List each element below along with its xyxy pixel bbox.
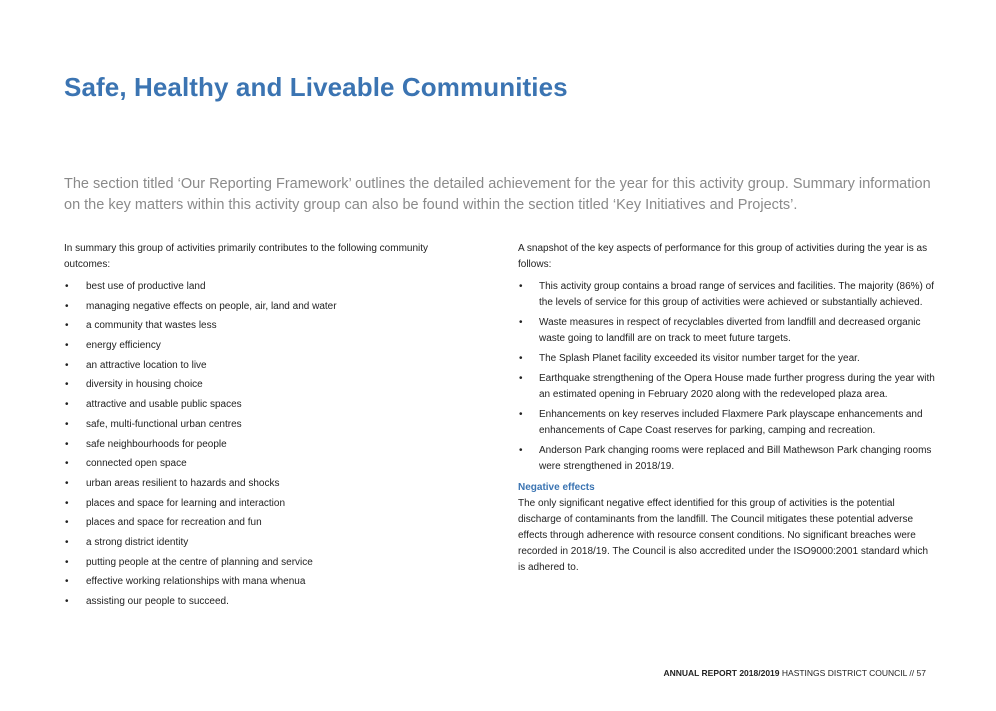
bullet-icon: • [519,373,523,384]
list-item-text: a community that wastes less [86,320,217,332]
bullet-icon: • [65,300,69,312]
list-item-text: managing negative effects on people, air, land and water [86,300,337,312]
performance-item [518,407,936,439]
list-item-text: assisting our people to succeed. [86,596,229,607]
bullet-icon: • [65,438,69,450]
bullet-icon: • [65,281,69,292]
list-item-text: The Splash Planet facility exceeded its visitor number target for the year. [539,353,860,364]
bullet-icon: • [519,353,523,364]
outcome-item [64,279,474,295]
list-item-text: an attractive location to live [86,359,207,371]
list-item-text: safe, multi-functional urban centres [86,418,242,430]
list-item-text: a strong district identity [86,536,189,548]
list-item-text: places and space for learning and interaction [86,497,286,509]
right-column [518,241,936,582]
list-item-text: This activity group contains a broad range of services and facilities. The majority (86%) of the levels of service for this group of activities were achieved or substantially achieved. [539,281,934,308]
footer-separator: // [909,668,915,678]
list-item-text: safe neighbourhoods for people [86,438,227,450]
negative-effects-heading: Negative effects [518,482,595,493]
outcome-item [64,456,474,472]
outcome-item [64,496,474,512]
bullet-icon: • [65,536,69,548]
community-outcomes-list [64,279,474,610]
bullet-icon: • [65,340,69,352]
list-item-text: attractive and usable public spaces [86,399,242,411]
outcome-item [64,594,474,610]
list-item-text: Earthquake strengthening of the Opera House made further progress during the year with an estimated opening in February 2020 along with the redeveloped plaza area. [539,373,935,400]
list-item-text: putting people at the centre of planning and service [86,556,313,568]
list-item-text: effective working relationships with mana whenua [86,576,306,588]
bullet-icon: • [65,320,69,332]
bullet-icon: • [65,399,69,411]
outcome-item [64,417,474,433]
list-item-text: diversity in housing choice [86,379,203,391]
list-item-text: Enhancements on key reserves included Flaxmere Park playscape enhancements and enhancements of Cape Coast reserves for parking, camping and recreation. [539,409,923,436]
outcome-item [64,574,474,590]
footer-page-number: 57 [916,668,926,678]
left-lead: In summary this group of activities primarily contributes to the following community outcomes: [64,243,429,270]
outcome-item [64,338,474,354]
outcome-item [64,476,474,492]
bullet-icon: • [65,517,69,529]
list-item-text: Anderson Park changing rooms were replaced and Bill Mathewson Park changing rooms were strengthened in 2018/19. [539,445,932,472]
bullet-icon: • [519,445,523,456]
right-lead: A snapshot of the key aspects of performance for this group of activities during the year is as follows: [518,243,928,270]
performance-item [518,351,936,367]
outcome-item [64,358,474,374]
outcome-item [64,515,474,531]
footer-council: HASTINGS DISTRICT COUNCIL [781,668,908,678]
left-column [64,241,474,614]
bullet-icon: • [65,556,69,568]
performance-item [518,315,936,347]
bullet-icon: • [519,317,523,328]
performance-item [518,279,936,311]
page-title: Safe, Healthy and Liveable Communities [64,72,568,102]
performance-list [518,279,936,475]
bullet-icon: • [65,359,69,371]
footer-report-title: ANNUAL REPORT 2018/2019 [663,668,780,678]
bullet-icon: • [65,458,69,470]
page-footer [663,668,926,678]
bullet-icon: • [519,281,523,292]
negative-effects-text: The only significant negative effect identified for this group of activities is the potential discharge of contaminants from the landfill. The Council mitigates these potential adverse effects through adherence with resource consent conditions. No significant breaches were recorded in 2018/19. The Council is also accredited under the ISO9000:2001 standard which is adhered to. [518,498,929,573]
intro-paragraph: The section titled ‘Our Reporting Framework’ outlines the detailed achievement for the year for this activity group. Summary information on the key matters within this activity group can also be found within the section titled ‘Key Initiatives and Projects’. [64,176,931,213]
bullet-icon: • [65,418,69,430]
outcome-item [64,555,474,571]
outcome-item [64,318,474,334]
outcome-item [64,299,474,315]
bullet-icon: • [65,497,69,509]
list-item-text: energy efficiency [86,340,161,352]
outcome-item [64,397,474,413]
list-item-text: urban areas resilient to hazards and shocks [86,477,280,489]
outcome-item [64,535,474,551]
bullet-icon: • [65,596,69,607]
outcome-item [64,377,474,393]
list-item-text: Waste measures in respect of recyclables diverted from landfill and decreased organic waste going to landfill are on track to meet future targets. [539,317,921,344]
list-item-text: places and space for recreation and fun [86,517,262,529]
list-item-text: connected open space [86,458,187,470]
list-item-text: best use of productive land [86,281,206,292]
performance-item [518,443,936,475]
bullet-icon: • [65,477,69,489]
bullet-icon: • [519,409,523,420]
bullet-icon: • [65,379,69,391]
performance-item [518,371,936,403]
outcome-item [64,437,474,453]
bullet-icon: • [65,576,69,588]
